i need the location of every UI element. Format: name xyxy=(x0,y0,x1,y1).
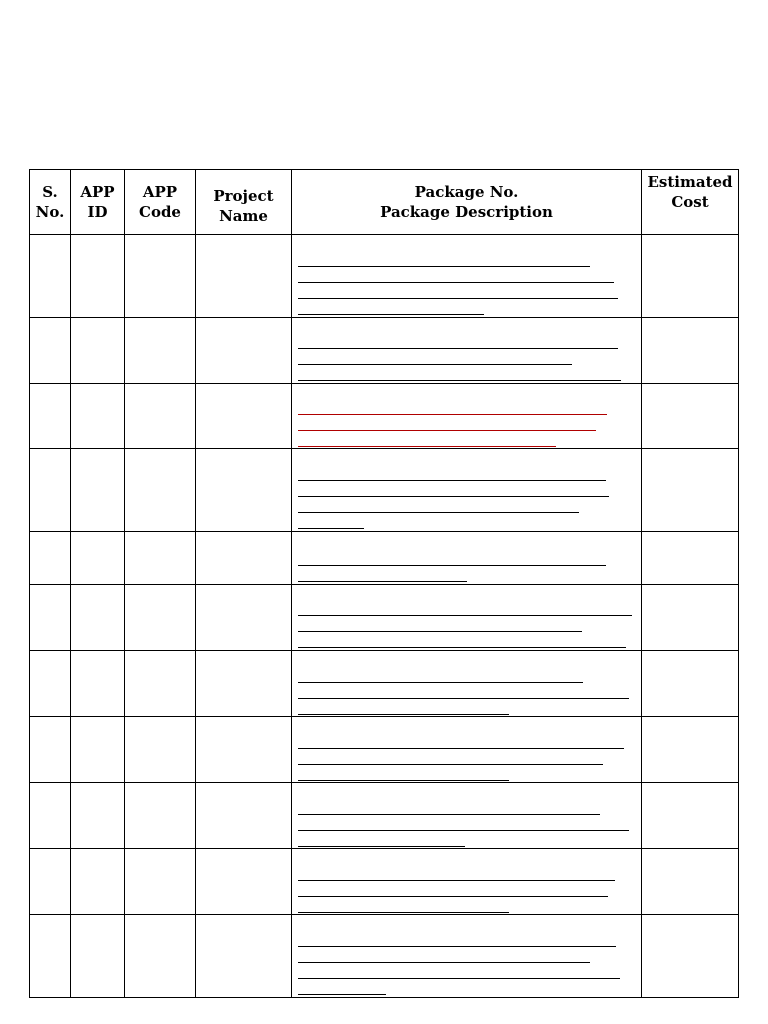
description-underline xyxy=(298,615,632,616)
table-row xyxy=(30,585,739,651)
app-code-cell[interactable] xyxy=(125,849,196,915)
header-project-name xyxy=(196,170,292,235)
description-underline xyxy=(298,480,606,481)
description-cell[interactable] xyxy=(292,318,642,384)
description-underline xyxy=(298,962,590,963)
description-underline xyxy=(298,814,600,815)
app-id-cell[interactable] xyxy=(71,384,125,449)
sno-cell[interactable] xyxy=(30,585,71,651)
estimated-cost-cell[interactable] xyxy=(642,532,739,585)
description-underline xyxy=(298,364,572,365)
header-app-code-line2: Code xyxy=(139,203,181,221)
app-code-cell[interactable] xyxy=(125,651,196,717)
sno-cell[interactable] xyxy=(30,532,71,585)
app-code-cell[interactable] xyxy=(125,235,196,318)
description-cell[interactable] xyxy=(292,783,642,849)
header-app-id-line1: APP xyxy=(80,183,115,201)
description-cell[interactable] xyxy=(292,651,642,717)
description-underline xyxy=(298,682,583,683)
table-row xyxy=(30,384,739,449)
sno-cell[interactable] xyxy=(30,717,71,783)
description-cell[interactable] xyxy=(292,384,642,449)
project-name-cell[interactable] xyxy=(196,915,292,998)
app-id-cell[interactable] xyxy=(71,849,125,915)
description-cell[interactable] xyxy=(292,849,642,915)
header-package-line2: Package Description xyxy=(380,203,553,221)
description-underline xyxy=(298,298,618,299)
app-code-cell[interactable] xyxy=(125,915,196,998)
table-row xyxy=(30,449,739,532)
header-sno-line1: S. xyxy=(42,183,58,201)
description-underline xyxy=(298,780,509,781)
sno-cell[interactable] xyxy=(30,235,71,318)
description-underline xyxy=(298,581,467,582)
description-underline xyxy=(298,846,465,847)
app-code-cell[interactable] xyxy=(125,532,196,585)
app-code-cell[interactable] xyxy=(125,783,196,849)
project-name-cell[interactable] xyxy=(196,449,292,532)
description-underline xyxy=(298,282,614,283)
project-name-cell[interactable] xyxy=(196,532,292,585)
description-underline xyxy=(298,631,582,632)
header-app-code xyxy=(125,170,196,235)
project-name-cell[interactable] xyxy=(196,783,292,849)
sno-cell[interactable] xyxy=(30,783,71,849)
app-id-cell[interactable] xyxy=(71,532,125,585)
description-underline xyxy=(298,647,626,648)
description-underline xyxy=(298,764,603,765)
header-package-line1: Package No. xyxy=(414,183,519,201)
description-underline xyxy=(298,314,484,315)
sno-cell[interactable] xyxy=(30,384,71,449)
description-cell[interactable] xyxy=(292,717,642,783)
description-underline xyxy=(298,414,607,415)
description-underline xyxy=(298,978,620,979)
table-row xyxy=(30,717,739,783)
sno-cell[interactable] xyxy=(30,651,71,717)
estimated-cost-cell[interactable] xyxy=(642,384,739,449)
description-underline xyxy=(298,446,556,447)
description-cell[interactable] xyxy=(292,585,642,651)
app-id-cell[interactable] xyxy=(71,449,125,532)
description-underline xyxy=(298,748,624,749)
header-package xyxy=(292,170,642,235)
description-underline xyxy=(298,266,590,267)
header-sno-line2: No. xyxy=(35,203,65,221)
sno-cell[interactable] xyxy=(30,318,71,384)
app-id-cell[interactable] xyxy=(71,717,125,783)
app-id-cell[interactable] xyxy=(71,235,125,318)
description-underline xyxy=(298,528,364,529)
header-app-id xyxy=(71,170,125,235)
sno-cell[interactable] xyxy=(30,449,71,532)
description-underline xyxy=(298,830,629,831)
header-app-id-line2: ID xyxy=(87,203,108,221)
project-name-cell[interactable] xyxy=(196,235,292,318)
estimated-cost-cell[interactable] xyxy=(642,651,739,717)
estimated-cost-cell[interactable] xyxy=(642,318,739,384)
description-underline xyxy=(298,912,509,913)
description-underline xyxy=(298,698,629,699)
table-row xyxy=(30,915,739,998)
app-id-cell[interactable] xyxy=(71,783,125,849)
header-estimated-cost-line1: Estimated xyxy=(647,173,733,191)
app-code-cell[interactable] xyxy=(125,717,196,783)
description-underline xyxy=(298,380,621,381)
description-cell[interactable] xyxy=(292,235,642,318)
table-header-row xyxy=(30,170,739,235)
project-name-cell[interactable] xyxy=(196,717,292,783)
header-project-name-line2: Name xyxy=(219,207,268,225)
sno-cell[interactable] xyxy=(30,849,71,915)
description-underline xyxy=(298,946,616,947)
description-underline xyxy=(298,565,606,566)
description-cell[interactable] xyxy=(292,915,642,998)
table-row xyxy=(30,783,739,849)
estimated-cost-cell[interactable] xyxy=(642,849,739,915)
estimated-cost-cell[interactable] xyxy=(642,235,739,318)
estimated-cost-cell[interactable] xyxy=(642,783,739,849)
description-underline xyxy=(298,714,509,715)
project-name-cell[interactable] xyxy=(196,318,292,384)
description-cell[interactable] xyxy=(292,449,642,532)
project-name-cell[interactable] xyxy=(196,651,292,717)
app-code-cell[interactable] xyxy=(125,585,196,651)
table-row xyxy=(30,318,739,384)
estimated-cost-cell[interactable] xyxy=(642,717,739,783)
description-underline xyxy=(298,880,615,881)
description-underline xyxy=(298,430,596,431)
header-estimated-cost-line2: Cost xyxy=(671,193,709,211)
estimated-cost-cell[interactable] xyxy=(642,915,739,998)
app-code-cell[interactable] xyxy=(125,449,196,532)
description-underline xyxy=(298,512,579,513)
table-row xyxy=(30,235,739,318)
sno-cell[interactable] xyxy=(30,915,71,998)
header-project-name-line1: Project xyxy=(213,187,274,205)
project-name-cell[interactable] xyxy=(196,384,292,449)
description-underline xyxy=(298,994,386,995)
header-sno xyxy=(30,170,71,235)
app-id-cell[interactable] xyxy=(71,915,125,998)
table-row xyxy=(30,651,739,717)
table-body xyxy=(30,235,739,998)
project-name-cell[interactable] xyxy=(196,849,292,915)
header-estimated-cost xyxy=(642,170,739,235)
table-row xyxy=(30,849,739,915)
header-app-code-line1: APP xyxy=(142,183,178,201)
estimated-cost-cell[interactable] xyxy=(642,585,739,651)
description-cell[interactable] xyxy=(292,532,642,585)
app-code-cell[interactable] xyxy=(125,384,196,449)
app-code-cell[interactable] xyxy=(125,318,196,384)
estimated-cost-cell[interactable] xyxy=(642,449,739,532)
app-id-cell[interactable] xyxy=(71,318,125,384)
description-underline xyxy=(298,896,608,897)
description-underline xyxy=(298,496,609,497)
table-row xyxy=(30,532,739,585)
package-table xyxy=(29,169,739,998)
description-underline xyxy=(298,348,618,349)
project-name-cell[interactable] xyxy=(196,585,292,651)
app-id-cell[interactable] xyxy=(71,651,125,717)
app-id-cell[interactable] xyxy=(71,585,125,651)
